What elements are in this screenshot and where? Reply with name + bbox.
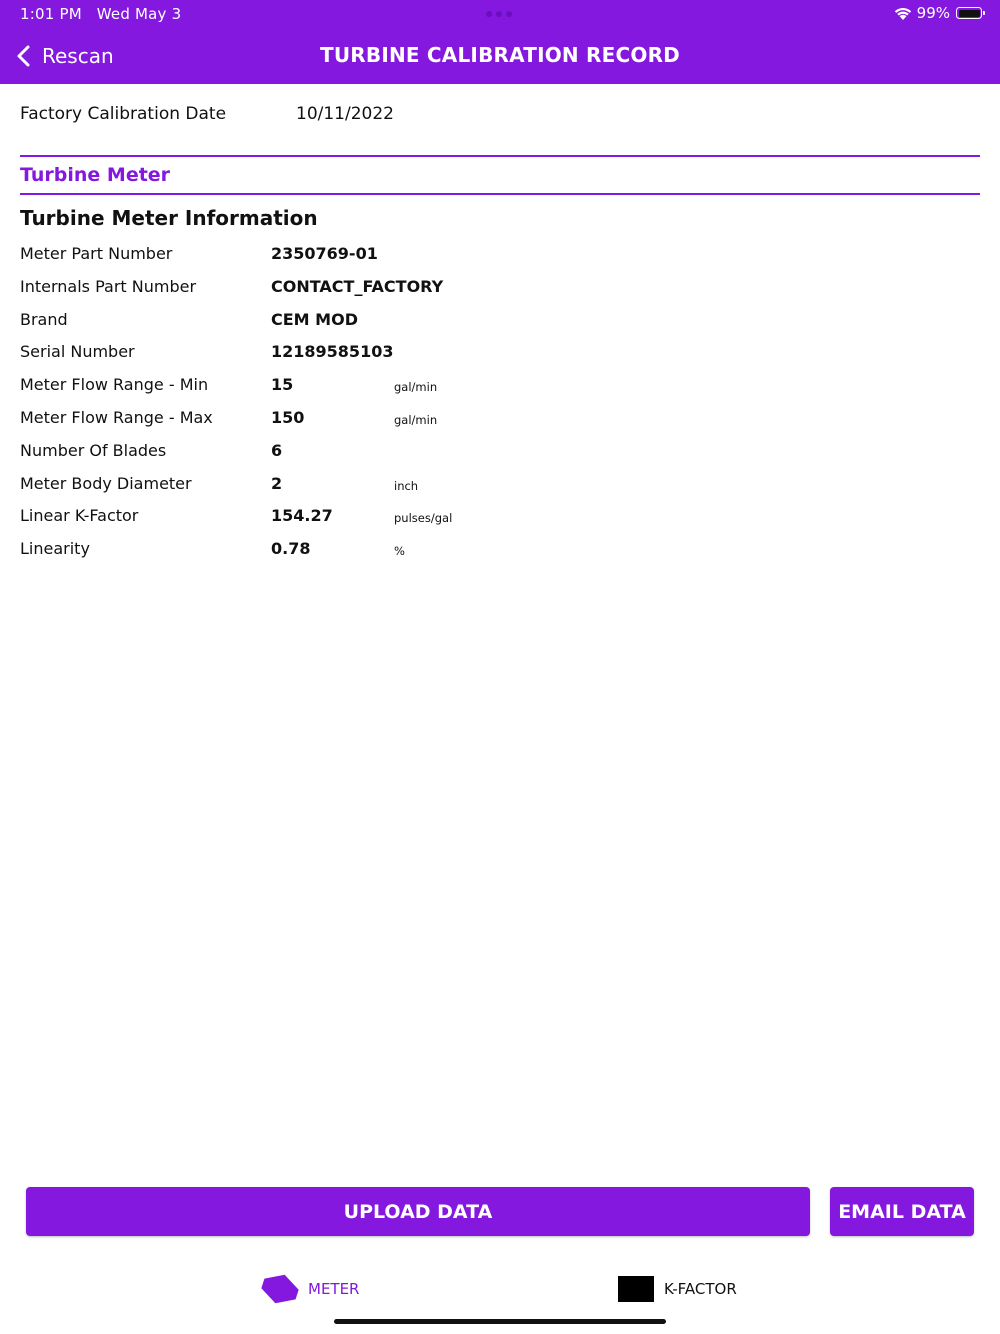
info-value: 0.78 bbox=[271, 539, 311, 559]
info-value: 12189585103 bbox=[271, 342, 394, 362]
section-header-title: Turbine Meter bbox=[20, 164, 171, 186]
info-row-flow-range-min bbox=[20, 372, 720, 405]
info-unit: % bbox=[394, 544, 405, 559]
info-row-internals-part-number bbox=[20, 274, 720, 307]
info-label: Meter Body Diameter bbox=[20, 473, 192, 493]
status-time-date: 1:01 PM Wed May 3 bbox=[20, 5, 182, 23]
battery-icon bbox=[956, 7, 982, 19]
info-unit: gal/min bbox=[394, 380, 438, 395]
info-row-linearity bbox=[20, 536, 720, 569]
tab-meter-label: METER bbox=[308, 1280, 360, 1298]
info-unit: pulses/gal bbox=[394, 511, 453, 526]
home-indicator[interactable] bbox=[334, 1319, 666, 1324]
chevron-left-icon bbox=[14, 44, 34, 68]
section-header bbox=[20, 155, 980, 195]
info-value: 150 bbox=[271, 407, 305, 427]
dot bbox=[496, 11, 502, 17]
tab-k-factor-label: K-FACTOR bbox=[664, 1280, 737, 1298]
info-label: Internals Part Number bbox=[20, 276, 197, 296]
back-label: Rescan bbox=[42, 44, 114, 68]
info-label: Brand bbox=[20, 309, 68, 329]
tab-k-factor[interactable] bbox=[618, 1272, 737, 1306]
kfactor-icon bbox=[618, 1276, 654, 1302]
info-row-linear-k-factor bbox=[20, 503, 720, 536]
page-title: TURBINE CALIBRATION RECORD bbox=[320, 43, 680, 67]
battery-percentage: 99% bbox=[916, 4, 950, 22]
wifi-icon bbox=[893, 5, 913, 21]
calibration-date-row bbox=[20, 104, 920, 128]
calibration-date-value: 10/11/2022 bbox=[296, 104, 394, 124]
info-value: 6 bbox=[271, 440, 283, 460]
info-label: Meter Flow Range - Max bbox=[20, 407, 213, 427]
multitasking-dots[interactable] bbox=[486, 11, 512, 17]
info-row-brand bbox=[20, 307, 720, 340]
info-row-meter-part-number bbox=[20, 241, 720, 274]
tab-meter[interactable] bbox=[260, 1272, 359, 1306]
info-label: Meter Flow Range - Min bbox=[20, 375, 209, 395]
info-label: Linear K-Factor bbox=[20, 506, 139, 526]
info-value: CONTACT_FACTORY bbox=[271, 276, 444, 296]
info-label: Serial Number bbox=[20, 342, 135, 362]
top-bar bbox=[0, 0, 1000, 84]
meter-icon bbox=[260, 1272, 300, 1306]
info-value: CEM MOD bbox=[271, 309, 358, 329]
info-label: Number Of Blades bbox=[20, 440, 167, 460]
dot bbox=[486, 11, 492, 17]
meter-info-list bbox=[20, 241, 720, 569]
status-indicators bbox=[893, 4, 982, 22]
info-value: 2 bbox=[271, 473, 283, 493]
info-label: Linearity bbox=[20, 539, 90, 559]
info-value: 2350769-01 bbox=[271, 244, 378, 263]
rescan-back-button[interactable] bbox=[14, 40, 114, 72]
info-row-number-of-blades bbox=[20, 438, 720, 471]
upload-data-button[interactable]: UPLOAD DATA bbox=[26, 1187, 810, 1236]
info-unit: inch bbox=[394, 478, 419, 493]
dot bbox=[506, 11, 512, 17]
info-row-flow-range-max bbox=[20, 405, 720, 438]
email-data-button[interactable]: EMAIL DATA bbox=[830, 1187, 974, 1236]
info-value: 15 bbox=[271, 375, 294, 395]
calibration-date-label: Factory Calibration Date bbox=[20, 104, 227, 124]
info-row-serial-number bbox=[20, 339, 720, 372]
info-row-body-diameter bbox=[20, 471, 720, 504]
info-value: 154.27 bbox=[271, 506, 333, 526]
info-label: Meter Part Number bbox=[20, 244, 173, 263]
info-title: Turbine Meter Information bbox=[20, 206, 318, 230]
info-unit: gal/min bbox=[394, 412, 438, 427]
